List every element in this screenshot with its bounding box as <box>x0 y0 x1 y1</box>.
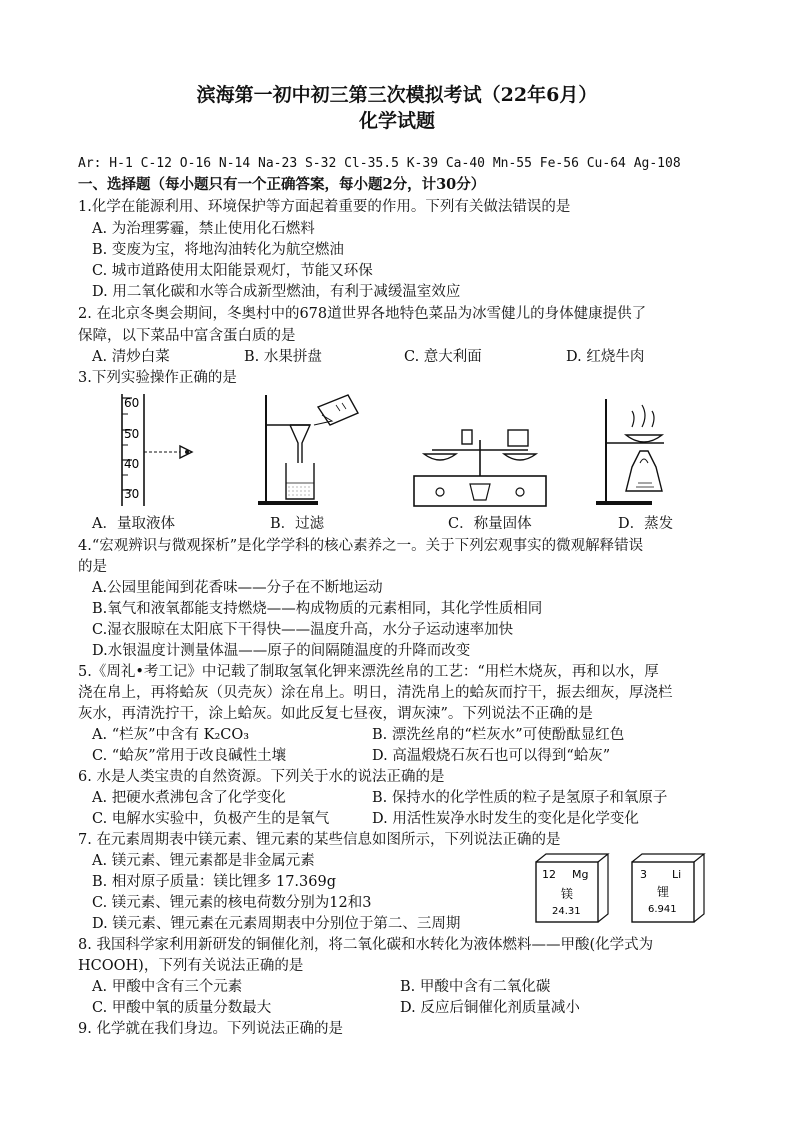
q6-stem: 6. 水是人类宝贵的自然资源。下列关于水的说法正确的是 <box>78 769 445 785</box>
q8-stem-line2: HCOOH)，下列有关说法正确的是 <box>78 958 304 974</box>
filtration-figure <box>252 385 372 507</box>
q4-stem-line2: 的是 <box>78 559 107 575</box>
q4-option-b: B.氧气和液氧都能支持燃烧——构成物质的元素相同，其化学性质相同 <box>92 601 543 617</box>
q6-option-d: D. 用活性炭净水时发生的变化是化学变化 <box>372 811 639 827</box>
q8-option-b: B. 甲酸中含有二氧化碳 <box>400 979 551 995</box>
q5-option-d: D. 高温煅烧石灰石也可以得到“蛤灰” <box>372 748 611 764</box>
q6-option-b: B. 保持水的化学性质的粒子是氢原子和氧原子 <box>372 790 668 806</box>
lithium-element-card <box>630 852 708 924</box>
q2-option-b: B. 水果拼盘 <box>244 349 322 365</box>
q2-option-d: D. 红烧牛肉 <box>566 349 645 365</box>
li-name: 锂 <box>657 885 670 899</box>
section-heading: 一、选择题（每小题只有一个正确答案，每小题2分，计30分） <box>78 176 486 193</box>
q5-option-b: B. 漂洗丝帛的“栏灰水”可使酚酞显红色 <box>372 727 625 743</box>
li-symbol: Li <box>672 868 682 881</box>
tick-label-30: 30 <box>124 487 140 501</box>
q1-option-d: D. 用二氧化碳和水等合成新型燃油，有利于减缓温室效应 <box>92 284 461 300</box>
tick-label-40: 40 <box>124 457 140 471</box>
q8-option-c: C. 甲酸中氧的质量分数最大 <box>92 1000 272 1016</box>
q5-stem-line3: 灰水，再清洗拧干，涂上蛤灰。如此反复七昼夜，谓灰涑”。下列说法不正确的是 <box>78 706 593 722</box>
q3-option-a: A．量取液体 <box>92 516 175 532</box>
q5-stem-line1: 5.《周礼•考工记》中记载了制取氢氧化钾来漂洗丝帛的工艺：“用栏木烧灰，再和以水，厚 <box>78 664 659 680</box>
q3-option-c: C．称量固体 <box>448 516 532 532</box>
q2-stem-line1: 2. 在北京冬奥会期间，冬奥村中的678道世界各地特色菜品为冰雪健儿的身体健康提供了 <box>78 306 647 322</box>
q4-option-d: D.水银温度计测量体温——原子的间隔随温度的升降而改变 <box>92 643 471 659</box>
q7-option-b: B. 相对原子质量：镁比锂多 17.369g <box>92 874 336 890</box>
mg-symbol: Mg <box>572 868 589 881</box>
exam-subject: 化学试题 <box>358 110 435 132</box>
q3-stem: 3.下列实验操作正确的是 <box>78 370 237 386</box>
li-atomic-mass: 6.941 <box>648 904 677 915</box>
tick-label-60: 60 <box>124 396 140 410</box>
mg-name: 镁 <box>561 887 574 901</box>
cylinder-figure <box>108 392 206 508</box>
q7-option-a: A. 镁元素、锂元素都是非金属元素 <box>92 853 315 869</box>
q2-stem-line2: 保障，以下菜品中富含蛋白质的是 <box>78 328 296 344</box>
q5-option-a: A. “栏灰”中含有 K₂CO₃ <box>92 727 250 743</box>
q6-option-c: C. 电解水实验中，负极产生的是氧气 <box>92 811 330 827</box>
q7-option-d: D. 镁元素、锂元素在元素周期表中分别位于第二、三周期 <box>92 916 461 932</box>
tick-label-50: 50 <box>124 427 140 441</box>
q4-option-a: A.公园里能闻到花香味——分子在不断地运动 <box>92 580 383 596</box>
q7-stem: 7. 在元素周期表中镁元素、锂元素的某些信息如图所示，下列说法正确的是 <box>78 832 561 848</box>
q8-option-a: A. 甲酸中含有三个元素 <box>92 979 243 995</box>
q7-option-c: C. 镁元素、锂元素的核电荷数分别为12和3 <box>92 895 372 911</box>
q8-stem-line1: 8. 我国科学家利用新研发的铜催化剂，将二氧化碳和水转化为液体燃料——甲酸(化学式为 <box>78 937 654 953</box>
evaporation-figure <box>592 387 684 507</box>
q8-option-d: D. 反应后铜催化剂质量减小 <box>400 1000 580 1016</box>
mg-atomic-number: 12 <box>542 868 556 881</box>
q3-option-b: B．过滤 <box>270 516 325 532</box>
q2-option-a: A. 清炒白菜 <box>92 349 170 365</box>
q5-stem-line2: 浇在帛上，再将蛤灰（贝壳灰）涂在帛上。明日，清洗帛上的蛤灰而拧干，振去细灰，厚浇栏 <box>78 685 673 701</box>
exam-title: 滨海第一初中初三第三次模拟考试（22年6月） <box>196 84 598 106</box>
q4-stem-line1: 4.“宏观辨识与微观探析”是化学学科的核心素养之一。关于下列宏观事实的微观解释错误 <box>78 538 644 554</box>
q5-option-c: C. “蛤灰”常用于改良碱性土壤 <box>92 748 287 764</box>
mg-atomic-mass: 24.31 <box>552 906 581 917</box>
li-atomic-number: 3 <box>640 868 647 881</box>
q6-option-a: A. 把硬水煮沸包含了化学变化 <box>92 790 286 806</box>
atomic-masses: Ar: H-1 C-12 O-16 N-14 Na-23 S-32 Cl-35.5 K-39 Ca-40 Mn-55 Fe-56 Cu-64 Ag-108 <box>78 156 681 171</box>
q1-option-c: C. 城市道路使用太阳能景观灯，节能又环保 <box>92 263 373 279</box>
q1-option-b: B. 变废为宝，将地沟油转化为航空燃油 <box>92 242 344 258</box>
magnesium-element-card <box>534 852 612 924</box>
q4-option-c: C.湿衣服晾在太阳底下干得快——温度升高，水分子运动速率加快 <box>92 622 514 638</box>
balance-figure <box>410 420 550 512</box>
q1-stem: 1.化学在能源利用、环境保护等方面起着重要的作用。下列有关做法错误的是 <box>78 199 571 215</box>
q2-option-c: C. 意大利面 <box>404 349 482 365</box>
q1-option-a: A. 为治理雾霾，禁止使用化石燃料 <box>92 221 315 237</box>
q3-option-d: D．蒸发 <box>618 516 674 532</box>
q9-stem: 9. 化学就在我们身边。下列说法正确的是 <box>78 1021 343 1037</box>
